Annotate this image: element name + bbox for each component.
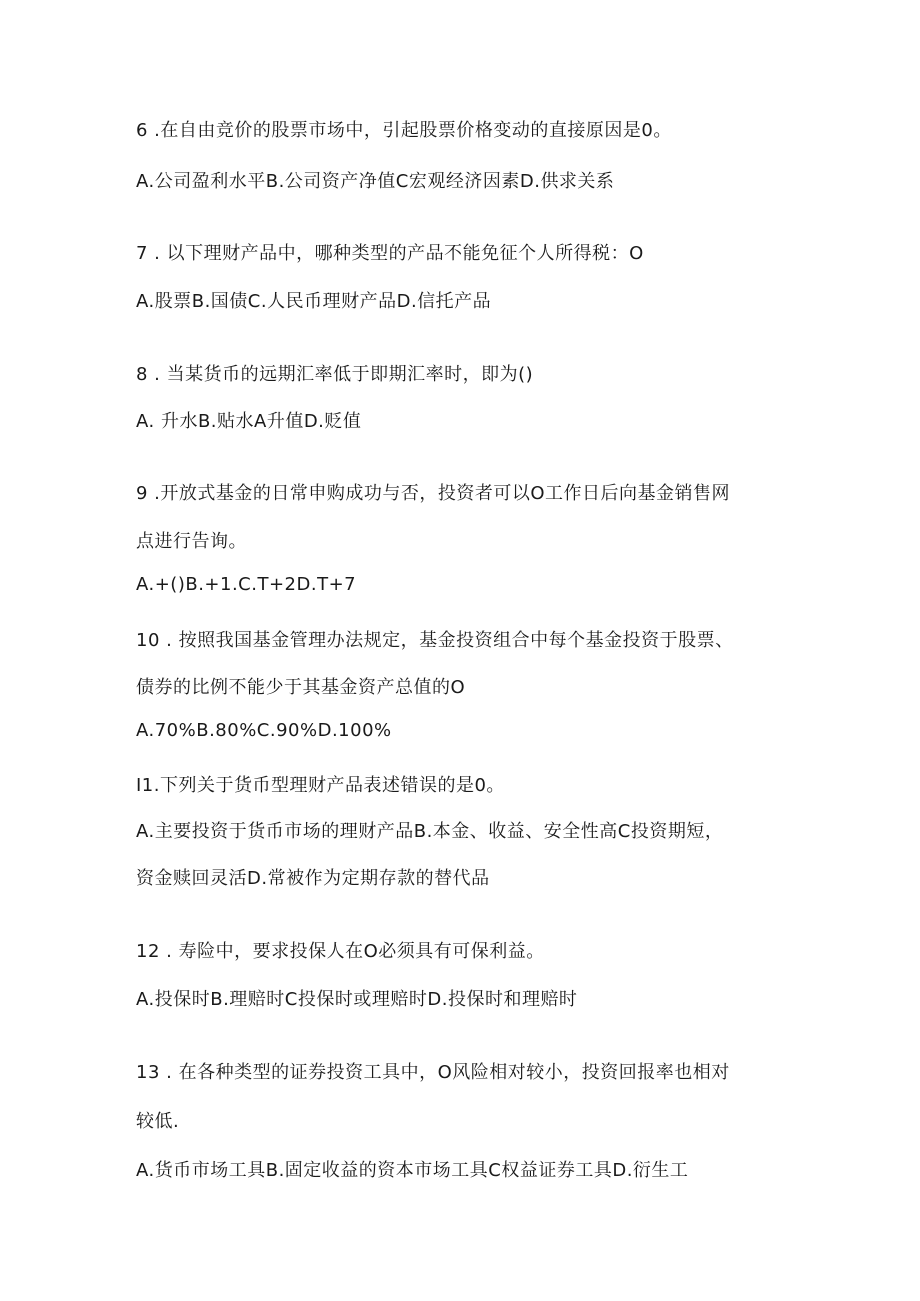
question-13-options: A.货币市场工具B.固定收益的资本市场工具C权益证券工具D.衍生工 [136,1160,689,1181]
question-9-stem-line-2: 点进行告询。 [136,531,247,552]
question-8-options: A. 升水B.贴水A升值D.贬值 [136,411,362,432]
question-11-options-line-2: 资金赎回灵活D.常被作为定期存款的替代品 [136,868,490,889]
question-13-stem-line-1: 13 . 在各种类型的证券投资工具中，O风险相对较小，投资回报率也相对 [136,1062,730,1083]
question-12-stem: 12 . 寿险中，要求投保人在O必须具有可保利益。 [136,941,545,962]
question-11-options-line-1: A.主要投资于货币市场的理财产品B.本金、收益、安全性高C投资期短， [136,821,724,842]
question-12-options: A.投保时B.理赔时C投保时或理赔时D.投保时和理赔时 [136,989,578,1010]
question-10-stem-line-2: 债券的比例不能少于其基金资产总值的O [136,677,466,698]
question-7-stem: 7 . 以下理财产品中，哪种类型的产品不能免征个人所得税：O [136,243,644,264]
question-13-stem-line-2: 较低. [136,1111,180,1132]
question-6-options: A.公司盈利水平B.公司资产净值C宏观经济因素D.供求关系 [136,171,615,192]
question-10-stem-line-1: 10 . 按照我国基金管理办法规定，基金投资组合中每个基金投资于股票、 [136,630,734,651]
question-10-options: A.70%B.80%C.90%D.100% [136,720,392,741]
question-9-options: A.+()B.+1.C.T+2D.T+7 [136,574,357,595]
question-11-stem: I1.下列关于货币型理财产品表述错误的是0。 [136,775,505,796]
question-6-stem: 6 .在自由竞价的股票市场中，引起股票价格变动的直接原因是0。 [136,120,672,141]
question-7-options: A.股票B.国债C.人民币理财产品D.信托产品 [136,291,492,312]
question-8-stem: 8 . 当某货币的远期汇率低于即期汇率时，即为() [136,364,534,385]
question-9-stem-line-1: 9 .开放式基金的日常申购成功与否，投资者可以O工作日后向基金销售网 [136,483,731,504]
